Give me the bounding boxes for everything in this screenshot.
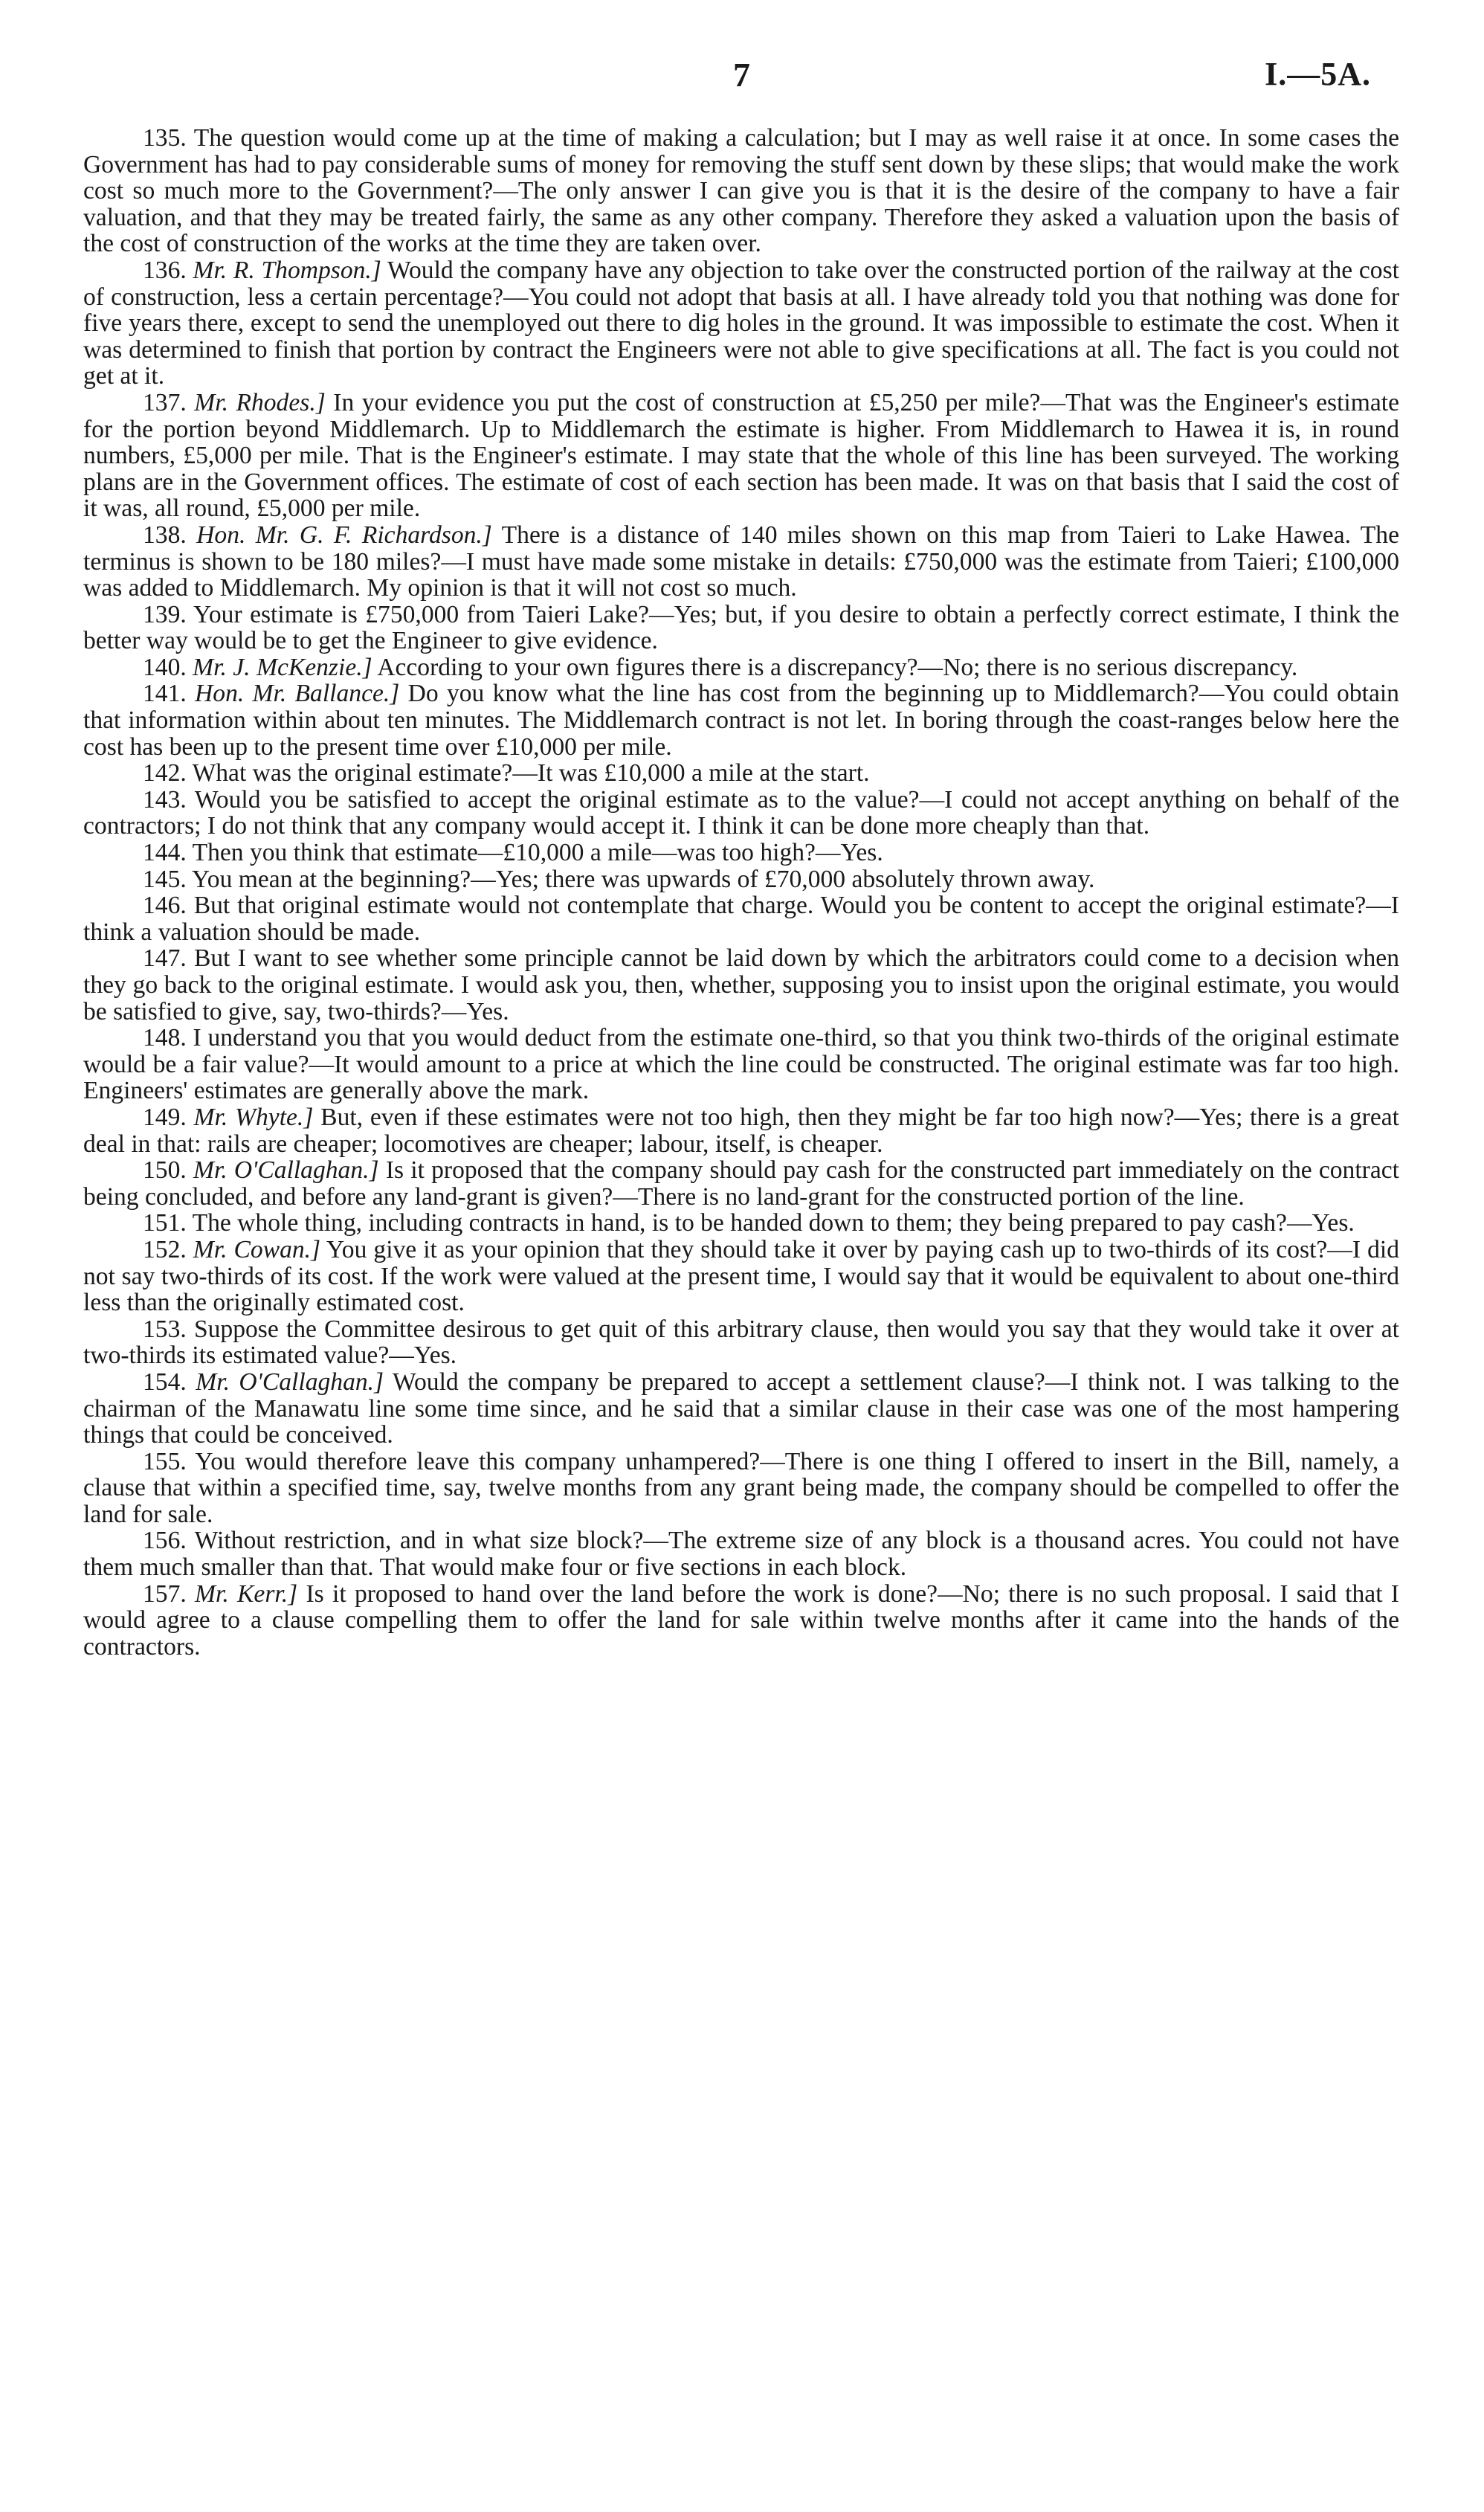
paragraph-number: 150. — [143, 1156, 187, 1185]
paragraph-number: 144. — [143, 839, 187, 867]
paragraph-text: According to your own figures there is a discrepancy?—No; there is no serious discrepancy. — [377, 653, 1298, 681]
paragraph-text: The question would come up at the time of making a calculation; but I may as well raise it at once. In some cases the Government has had to pay considerable sums of money for removing the stuff sent down by these slips; that would make the work cost so much more to the Government?—The only answer I can give you is that it is the desire of the company to have a fair valuation, and that they may be treated fairly, the same as any other company. Therefore they asked a valuation upon the basis of the cost of construction of the works at the time they are taken over. — [83, 124, 1399, 258]
paragraph-text: Then you think that estimate—£10,000 a mile—was too high?—Yes. — [192, 839, 883, 867]
speaker-name: Hon. Mr. G. F. Richardson.] — [196, 521, 492, 549]
paragraph-number: 152. — [143, 1235, 187, 1263]
paragraph-number: 142. — [143, 759, 187, 788]
speaker-name: Mr. O'Callaghan.] — [196, 1368, 384, 1396]
paragraph-number: 153. — [143, 1315, 187, 1343]
paragraph-number: 143. — [143, 785, 187, 814]
paragraph-text: But I want to see whether some principle cannot be laid down by which the arbitrators could come to a decision when they go back to the original estimate. I would ask you, then, whether, supposing you to insist upon the original estimate, you would be satisfied to give, say, two-thirds?—Yes. — [83, 944, 1399, 1025]
paragraph-number: 157. — [143, 1579, 187, 1608]
evidence-paragraph — [83, 866, 1399, 893]
evidence-paragraph — [83, 1025, 1399, 1104]
evidence-paragraph — [83, 1527, 1399, 1580]
paragraph-text: There is a distance of 140 miles shown on this map from Taieri to Lake Hawea. The terminus is shown to be 180 miles?—I must have made some mistake in details: £750,000 was the estimate from Taieri; £100,000 was added to Middlemarch. My opinion is that it will not cost so much. — [83, 521, 1399, 602]
evidence-paragraph — [83, 1157, 1399, 1210]
paragraph-number: 139. — [143, 600, 187, 628]
paragraph-number: 155. — [143, 1447, 187, 1475]
paragraph-text: Do you know what the line has cost from the beginning up to Middlemarch?—You could obtain that information within about ten minutes. The Middlemarch contract is not let. In boring through the coast-ranges below here the cost has been up to the present time over £10,000 per mile. — [83, 680, 1399, 761]
paragraph-text: What was the original estimate?—It was £10,000 a mile at the start. — [192, 759, 870, 788]
paragraph-number: 141. — [143, 680, 187, 708]
paragraph-number: 151. — [143, 1209, 187, 1237]
paragraph-text: Your estimate is £750,000 from Taieri Lake?—Yes; but, if you desire to obtain a perfectly correct estimate, I think the better way would be to get the Engineer to give evidence. — [83, 600, 1399, 655]
evidence-paragraph — [83, 787, 1399, 840]
speaker-name: Mr. O'Callaghan.] — [193, 1156, 379, 1185]
speaker-name: Mr. Cowan.] — [193, 1235, 321, 1263]
speaker-name: Mr. Whyte.] — [193, 1103, 314, 1131]
paragraph-number: 138. — [143, 521, 187, 549]
evidence-body — [83, 125, 1399, 1660]
page-number: 7 — [733, 56, 751, 94]
evidence-paragraph — [83, 654, 1399, 681]
paragraph-text: You mean at the beginning?—Yes; there was upwards of £70,000 absolutely thrown away. — [191, 865, 1095, 893]
paragraph-text: Would the company be prepared to accept a settlement clause?—I think not. I was talking to the chairman of the Manawatu line some time since, and he said that a similar clause in their case was one of the most hampering things that could be conceived. — [83, 1368, 1399, 1449]
paragraph-number: 147. — [143, 944, 187, 973]
evidence-paragraph — [83, 522, 1399, 602]
paragraph-number: 146. — [143, 892, 187, 920]
speaker-name: Hon. Mr. Ballance.] — [195, 680, 400, 708]
evidence-paragraph — [83, 945, 1399, 1025]
paragraph-number: 149. — [143, 1103, 187, 1131]
evidence-paragraph — [83, 257, 1399, 390]
paragraph-number: 136. — [143, 256, 187, 284]
evidence-paragraph — [83, 760, 1399, 787]
evidence-paragraph — [83, 1316, 1399, 1369]
speaker-name: Mr. Rhodes.] — [194, 388, 326, 416]
evidence-paragraph — [83, 680, 1399, 760]
paragraph-text: You would therefore leave this company unhampered?—There is one thing I offered to insert in the Bill, namely, a clause that within a specified time, say, twelve months from any grant being made, the company should be compelled to offer the land for sale. — [83, 1447, 1399, 1528]
page-header — [0, 55, 1484, 100]
paragraph-number: 148. — [143, 1024, 187, 1052]
paragraph-text: Suppose the Committee desirous to get quit of this arbitrary clause, then would you say that they would take it over at two-thirds its estimated value?—Yes. — [83, 1315, 1399, 1370]
paragraph-number: 135. — [143, 124, 187, 152]
paragraph-text: Is it proposed to hand over the land before the work is done?—No; there is no such proposal. I said that I would agree to a clause compelling them to offer the land for sale within twelve months after it came into the hands of the contractors. — [83, 1579, 1399, 1661]
paragraph-text: Is it proposed that the company should pay cash for the constructed part immediately on the contract being concluded, and before any land-grant is given?—There is no land-grant for the constructed portion of the line. — [83, 1156, 1399, 1211]
evidence-paragraph — [83, 1237, 1399, 1316]
evidence-paragraph — [83, 840, 1399, 866]
evidence-paragraph — [83, 125, 1399, 257]
speaker-name: Mr. Kerr.] — [195, 1579, 298, 1608]
evidence-paragraph — [83, 1449, 1399, 1528]
paragraph-number: 137. — [143, 388, 187, 416]
paragraph-text: I understand you that you would deduct from the estimate one-third, so that you think two-thirds of the original estimate would be a fair value?—It would amount to a price at which the line could be constructed. The original estimate was far too high. Engineers' estimates are generally above the mark. — [83, 1024, 1399, 1105]
paragraph-text: Without restriction, and in what size block?—The extreme size of any block is a thousand acres. You could not have them much smaller than that. That would make four or five sections in each block. — [83, 1527, 1399, 1582]
paragraph-text: The whole thing, including contracts in hand, is to be handed down to them; they being prepared to pay cash?—Yes. — [192, 1209, 1355, 1237]
evidence-paragraph — [83, 892, 1399, 945]
paragraph-number: 156. — [143, 1527, 187, 1555]
speaker-name: Mr. R. Thompson.] — [193, 256, 381, 284]
evidence-paragraph — [83, 602, 1399, 654]
paragraph-text: Would you be satisfied to accept the original estimate as to the value?—I could not accept anything on behalf of the contractors; I do not think that any company would accept it. I think it can be done more cheaply than that. — [83, 785, 1399, 840]
evidence-paragraph — [83, 1581, 1399, 1661]
speaker-name: Mr. J. McKenzie.] — [193, 653, 372, 681]
document-reference: I.—5A. — [1265, 56, 1371, 92]
evidence-paragraph — [83, 1210, 1399, 1237]
paragraph-text: You give it as your opinion that they should take it over by paying cash up to two-thirds of its cost?—I did not say two-thirds of its cost. If the work were valued at the present time, I would say that it would be equivalent to about one-third less than the originally estimated cost. — [83, 1235, 1399, 1317]
paragraph-text: But, even if these estimates were not too high, then they might be far too high now?—Yes; there is a great deal in that: rails are cheaper; locomotives are cheaper; labour, itself, is cheaper. — [83, 1103, 1399, 1158]
paragraph-text: Would the company have any objection to take over the constructed portion of the railway at the cost of construction, less a certain percentage?—You could not adopt that basis at all. I have already told you that nothing was done for five years there, except to send the unemployed out there to dig holes in the ground. It was impossible to estimate the cost. When it was determined to finish that portion by contract the Engineers were not able to give specifications at all. The fact is you could not get at it. — [83, 256, 1399, 390]
paragraph-number: 154. — [143, 1368, 187, 1396]
paragraph-number: 140. — [143, 653, 187, 681]
paragraph-text: But that original estimate would not contemplate that charge. Would you be content to accept the original estimate?—I think a valuation should be made. — [83, 892, 1399, 946]
evidence-paragraph — [83, 390, 1399, 522]
paragraph-number: 145. — [143, 865, 187, 893]
evidence-paragraph — [83, 1369, 1399, 1449]
evidence-paragraph — [83, 1104, 1399, 1157]
paragraph-text: In your evidence you put the cost of construction at £5,250 per mile?—That was the Engineer's estimate for the portion beyond Middlemarch. Up to Middlemarch the estimate is higher. From Middlemarch to Hawea it is, in round numbers, £5,000 per mile. That is the Engineer's estimate. I may state that the whole of this line has been surveyed. The working plans are in the Government offices. The estimate of cost of each section has been made. It was on that basis that I said the cost of it was, all round, £5,000 per mile. — [83, 388, 1399, 523]
